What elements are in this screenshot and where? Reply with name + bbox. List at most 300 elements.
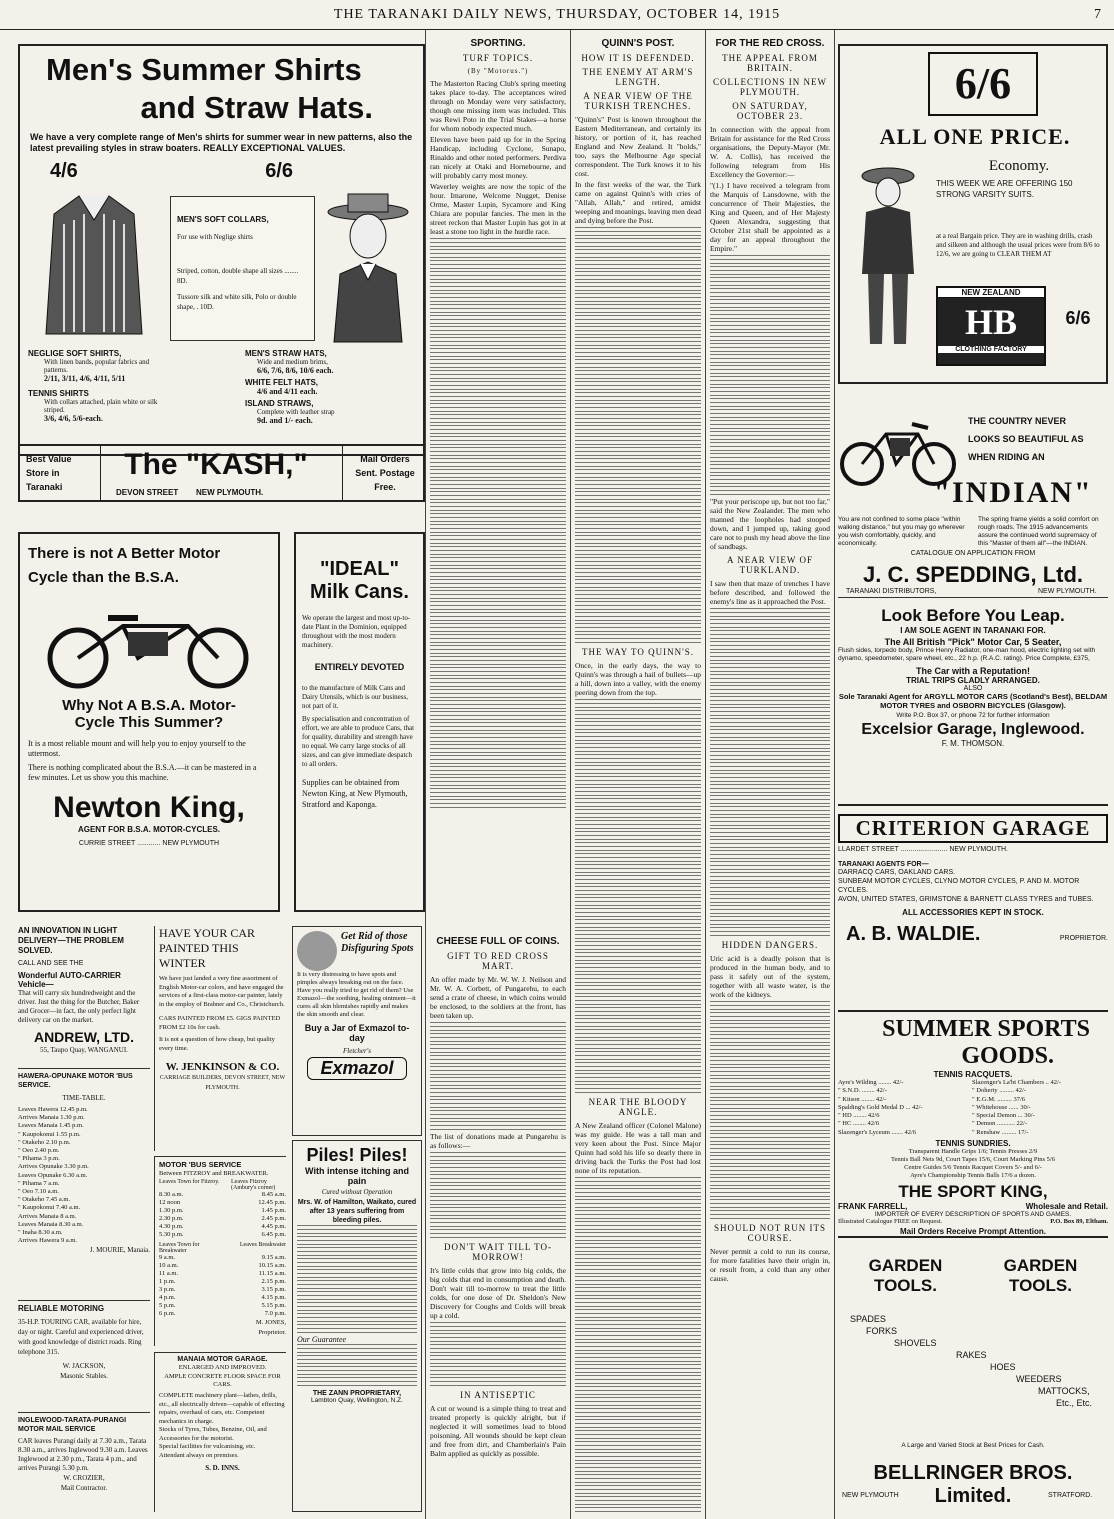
body-text-line (710, 905, 830, 914)
shirts-title-2: and Straw Hats. (140, 90, 373, 125)
body-text-line (575, 963, 701, 972)
body-text-line (430, 469, 566, 478)
body-text-line (575, 1353, 701, 1362)
body-text-line (430, 623, 566, 632)
quinns-head: QUINN'S POST. (601, 38, 675, 49)
sporting-para-3: Waverley weights are now the topic of the hour. Imarone, Welcome Nugget, Denise Orme, Master Lupin, Sycamore and King Chiara are popular fancies. The men in the street reckon that Master Lupin has got in at least a stone too light in the hurdle race. (430, 182, 566, 236)
cheese-body-text (430, 1152, 566, 1238)
body-text-line (575, 941, 701, 950)
leap-owner: F. M. THOMSON. (941, 739, 1005, 748)
body-text-line (575, 1232, 701, 1241)
column-rule (425, 30, 426, 1519)
body-text-line (430, 348, 566, 357)
body-text-line (710, 1100, 830, 1109)
body-text-line (575, 348, 701, 357)
body-text-line (710, 288, 830, 297)
body-text-line (575, 590, 701, 599)
table-row: 1.30 p.m. 1.45 p.m. (159, 1207, 286, 1214)
shirts-right-list (245, 349, 415, 425)
leap-desc: Flush sides, torpedo body, Prince Henry Radiator, one-man hood, electric lighting set with dynamo, speedometer, spare wheel, etc., 22 h.p. (R.A.C. rating). Price Complete, £375, (838, 647, 1096, 662)
body-text-line (710, 409, 830, 418)
body-text-line (575, 535, 701, 544)
ideal-ad (294, 532, 425, 912)
body-text-line (710, 729, 830, 738)
body-text-line (575, 754, 701, 763)
tools-title-1: GARDEN TOOLS. (868, 1256, 943, 1295)
sports-ad (838, 1010, 1108, 1238)
cheese-column (430, 936, 566, 1512)
body-text-line (710, 1122, 830, 1131)
column-rule (705, 30, 706, 1519)
sporting-head: SPORTING. (470, 38, 526, 49)
neglige-desc: With linen bands, popular fabrics and patterns. (44, 358, 150, 374)
body-text-line (575, 491, 701, 500)
body-text (297, 1302, 417, 1311)
shirts-title-1: Men's Summer Shirts (46, 52, 362, 87)
sports-mail: Mail Orders Receive Prompt Attention. (900, 1227, 1046, 1237)
indian-tag-1: THE COUNTRY NEVER (968, 416, 1067, 426)
andrew-ad (18, 926, 150, 1061)
body-text-line (710, 1111, 830, 1120)
bsa-brand: Newton King, (53, 791, 245, 824)
body-text-line (430, 733, 566, 742)
leap-reputation: The Car with a Reputation! (915, 666, 1030, 676)
body-text-line (575, 1408, 701, 1417)
body-text-line (575, 864, 701, 873)
body-text-line (575, 1320, 701, 1329)
collars-price-1: Striped, cotton, double shape all sizes ........ 8D. (177, 267, 299, 285)
redcross-body-text (710, 255, 830, 495)
sports-importer: IMPORTER OF EVERY DESCRIPTION OF SPORTS AND GAMES. (874, 1211, 1072, 1219)
body-text-line (575, 1430, 701, 1439)
sundries-2: Tennis Ball Nets 9d, Court Tapes 15/6, Court Marking Pins 5/6 (891, 1156, 1055, 1164)
bsa-para-2: There is nothing complicated about the B.S.A.—it can be mastered in a few minutes. Let us show you this machine. (28, 763, 257, 782)
body-text-line (575, 1073, 701, 1082)
body-text-line (575, 952, 701, 961)
fitzroy-sub: Between FITZROY and BREAKWATER. (159, 1170, 269, 1177)
body-text-line (575, 853, 701, 862)
tools-stock: A Large and Varied Stock at Best Prices for Cash. (901, 1442, 1045, 1449)
andrew-address: 55, Taupo Quay, WANGANUI. (40, 1046, 128, 1054)
manaia-sub2: AMPLE CONCRETE FLOOR SPACE FOR CARS. (164, 1373, 281, 1388)
body-text-line (575, 1309, 701, 1318)
body-text-line (575, 403, 701, 412)
body-text-line (430, 590, 566, 599)
body-text-line (710, 850, 830, 859)
body-text-line (430, 1229, 566, 1238)
body-text-line (710, 277, 830, 286)
manaia-title: MANAIA MOTOR GARAGE. (177, 1356, 268, 1363)
reliable-owner: W. JACKSON, (62, 1362, 106, 1370)
indian-place: NEW PLYMOUTH. (1038, 588, 1097, 595)
tools-title-2: GARDEN TOOLS. (1003, 1256, 1078, 1295)
body-text-line (710, 883, 830, 892)
body-text-line (710, 1155, 830, 1164)
table-row: 5.30 p.m. 6.45 p.m. (159, 1231, 286, 1238)
hb-price: 6/6 (928, 52, 1038, 116)
fitzroy-owner: M. JONES, (255, 1319, 286, 1326)
way-head: THE WAY TO QUINN'S. (582, 647, 694, 657)
painted-firm: W. JENKINSON & CO. (165, 1061, 280, 1073)
body-text-line (430, 634, 566, 643)
hb-logo-bottom: CLOTHING FACTORY (938, 346, 1044, 353)
body-text-line (710, 795, 830, 804)
body-text-line (710, 464, 830, 473)
exmazol-ad (292, 926, 422, 1136)
list-item: " Whitehouse ...... 30/- (972, 1103, 1031, 1111)
body-text-line (710, 707, 830, 716)
straw-prices: 6/6, 7/6, 8/6, 10/6 each. (257, 366, 334, 375)
body-text-line (575, 732, 701, 741)
quinns-sub-1: HOW IT IS DEFENDED. (581, 53, 695, 63)
body-text-line (710, 696, 830, 705)
body-text-line (575, 765, 701, 774)
suit-illustration (848, 154, 928, 354)
body-text-line (575, 1298, 701, 1307)
body-text-line (430, 777, 566, 786)
bsa-title-1: There is not A Better Motor (28, 545, 221, 562)
body-text-line (430, 1218, 566, 1227)
fitzroy-h3: Leaves Town for Breakwater (159, 1242, 200, 1254)
exmazol-para: It is very distressing to have spots and pimples always breaking out on the face. Have you really tried to get rid of them? Use Exmazol—the soothing, healing ointment—it cures all skin blemishes rapidly and makes the skin smooth and clear. (297, 971, 416, 1018)
masthead-title: THE TARANAKI DAILY NEWS, THURSDAY, OCTOBER 14, 1915 (333, 7, 781, 22)
timetable-row: " Otakeho 7.45 a.m. (18, 1196, 71, 1204)
island-prices: 9d. and 1/- each. (257, 416, 313, 425)
body-text-line (430, 238, 566, 247)
sports-king: THE SPORT KING, (898, 1182, 1048, 1202)
body-text-line (575, 1452, 701, 1461)
andrew-vehicle: Wonderful AUTO-CARRIER Vehicle— (18, 971, 121, 989)
body-text-line (575, 1507, 701, 1512)
body-text-line (430, 1377, 566, 1386)
hidden-head: HIDDEN DANGERS. (721, 940, 819, 950)
body-text-line (575, 1177, 701, 1186)
shirt-price-left: 4/6 (50, 160, 78, 182)
felt-title: WHITE FELT HATS, (245, 378, 319, 387)
timetable-row: " Otakeho 2.10 p.m. (18, 1138, 71, 1146)
fitzroy-bus-ad (154, 1156, 286, 1346)
quinns-sub-2: THE ENEMY AT ARM'S LENGTH. (582, 67, 694, 87)
painted-prices: CARS PAINTED FROM £5. GIGS PAINTED FROM £2 10s for cash. (159, 1015, 281, 1031)
kash-right: Mail Orders Sent. Postage Free. (355, 454, 415, 492)
masthead (0, 0, 1114, 30)
body-text-line (575, 458, 701, 467)
body-text-line (430, 1077, 566, 1086)
hb-economy: Economy. (988, 158, 1050, 174)
periscope-para: "Put your periscope up, but not too far," said the New Zealander. The men who manned the loopholes had stooped down, and I jumped up, taking good care not to push my head above the line of sandbags. (710, 497, 830, 551)
body-text-line (575, 1364, 701, 1373)
body-text-line (710, 299, 830, 308)
body-text-line (710, 784, 830, 793)
andrew-para: That will carry six hundredweight and the driver. Just the thing for the Butcher, Baker and Grocer—in fact, the only perfect light delivery car on the market. (18, 989, 140, 1024)
body-text-line (430, 755, 566, 764)
body-text-line (430, 491, 566, 500)
body-text-line (430, 513, 566, 522)
body-text-line (710, 1067, 830, 1076)
body-text-line (430, 579, 566, 588)
body-text-line (430, 1121, 566, 1130)
body-text-line (430, 766, 566, 775)
sporting-column (430, 38, 566, 930)
body-text-line (575, 919, 701, 928)
body-text (297, 1258, 417, 1267)
exmazol-maker: Fletcher's (343, 1047, 371, 1055)
quinns-para-3: Once, in the early days, the way to Quinn's was through a hail of bullets—up a hill, down into a valley, with the enemy peering down from the top. (575, 661, 701, 697)
body-text-line (575, 293, 701, 302)
leap-car: The All British "Pick" Motor Car, 5 Seater, (884, 637, 1062, 647)
body-text-line (575, 579, 701, 588)
rackets-right (972, 1079, 1108, 1137)
body-text-line (710, 641, 830, 650)
body-text-line (430, 557, 566, 566)
fitzroy-h2: Leaves Fitzroy (Ambury's corner) (231, 1179, 276, 1191)
ideal-para-3: to the manufacture of Milk Cans and Dairy Utensils, which is our business, not part of it. (302, 684, 408, 710)
body-text-line (575, 710, 701, 719)
body-text-line (430, 700, 566, 709)
fitzroy-role: Proprietor. (258, 1329, 286, 1336)
shirts-intro: We have a very complete range of Men's shirts for summer wear in new patterns, also the latest prevailing styles in straw boaters. REALLY EXCEPTIONAL VALUES. (30, 132, 413, 153)
body-text-line (430, 722, 566, 731)
sports-rackets: TENNIS RACQUETS. (933, 1070, 1013, 1079)
painted-sub: CARRIAGE BUILDERS, DEVON STREET, NEW PLYMOUTH. (159, 1075, 286, 1091)
neglige-title: NEGLIGE SOFT SHIRTS, (28, 349, 122, 358)
body-text-line (430, 480, 566, 489)
table-row: 9 a.m. 9.15 a.m. (159, 1254, 286, 1261)
body-text-line (430, 524, 566, 533)
body-text (297, 1377, 417, 1386)
ideal-title-2: Milk Cans. (310, 581, 409, 603)
body-text-line (430, 1066, 566, 1075)
body-text-line (575, 1397, 701, 1406)
painted-ad (154, 926, 286, 1151)
body-text-line (710, 1089, 830, 1098)
body-text-line (430, 1355, 566, 1364)
body-text-line (575, 414, 701, 423)
body-text-line (575, 634, 701, 643)
leap-sole: I AM SOLE AGENT IN TARANAKI FOR. (900, 626, 1046, 635)
page-number: 7 (1094, 7, 1102, 22)
tomorrow-head: DON'T WAIT TILL TO-MORROW! (443, 1242, 553, 1262)
list-item: Spalding's Gold Medal D ... 42/- (838, 1103, 923, 1111)
body-text-line (575, 601, 701, 610)
body-text-line (575, 1441, 701, 1450)
criterion-ad (838, 814, 1108, 1002)
list-item: " Kitson ........ 42/- (838, 1095, 887, 1103)
body-text-line (710, 674, 830, 683)
body-text-line (430, 447, 566, 456)
body-text-line (575, 546, 701, 555)
body-text-line (575, 787, 701, 796)
sports-title-1: SUMMER SPORTS (882, 1016, 1090, 1042)
body-text-line (575, 1199, 701, 1208)
leap-agent: Sole Taranaki Agent for ARGYLL MOTOR CARS (Scotland's Best), BELDAM MOTOR TYRES and OSBORN BICYCLES (Glasgow). (838, 692, 1108, 710)
straw-desc: Wide and medium brims, (257, 358, 328, 366)
kash-address: DEVON STREET NEW PLYMOUTH. (116, 488, 264, 497)
leap-write: Write P.O. Box 37, or phone 72 for further information (896, 712, 1050, 719)
hawera-timetable: TIME-TABLE. (62, 1094, 106, 1102)
timetable-row: Leaves Manaia 1.45 p.m. (18, 1122, 84, 1130)
straw-title: MEN'S STRAW HATS, (245, 349, 327, 358)
body-text-line (575, 1496, 701, 1505)
reliable-title: RELIABLE MOTORING (18, 1304, 105, 1313)
body-text-line (575, 875, 701, 884)
body-text-line (575, 1243, 701, 1252)
indian-tagline (968, 412, 1108, 466)
body-text-line (430, 678, 566, 687)
hb-offer: THIS WEEK WE ARE OFFERING 150 STRONG VARSITY SUITS. (936, 179, 1073, 199)
shirts-left-list (28, 349, 228, 423)
body-text-line (575, 1084, 701, 1093)
body-text-line (575, 1210, 701, 1219)
hawera-title: HAWERA-OPUNAKE MOTOR 'BUS SERVICE. (18, 1073, 133, 1089)
tennis-title: TENNIS SHIRTS (28, 389, 89, 398)
collars-price-2: Tussore silk and white silk, Polo or double shape, . 10D. (177, 293, 297, 311)
andrew-name: ANDREW, LTD. (33, 1029, 135, 1045)
body-text-line (430, 1033, 566, 1042)
manaia-para: COMPLETE machinery plant—lathes, drills, etc., all electrically driven—capable of effecting repairs, overhaul of cars, etc. Competent mechanics in charge. (159, 1392, 285, 1425)
body-text-line (430, 436, 566, 445)
body-text-line (430, 799, 566, 808)
tennis-prices: 3/6, 4/6, 5/6-each. (44, 414, 103, 423)
body-text-line (430, 1344, 566, 1353)
body-text-line (710, 608, 830, 617)
body-text-line (430, 304, 566, 313)
body-text-line (710, 1144, 830, 1153)
tomorrow-para: It's little colds that grow into big colds, the big colds that end in consumption and death. Don't wait till to-morrow to treat the little colds, for one dose of Dr. Sheldon's New Discovery for Coughs and Colds will break up a cold. (430, 1266, 566, 1320)
body-text-line (710, 442, 830, 451)
indian-catalogue: CATALOGUE ON APPLICATION FROM (910, 550, 1036, 557)
table-row: 1 p.m. 2.15 p.m. (159, 1278, 286, 1285)
should-head: SHOULD NOT RUN ITS COURSE. (713, 1223, 827, 1243)
body-text-line (710, 1133, 830, 1142)
body-text-line (575, 699, 701, 708)
criterion-agents: TARANAKI AGENTS FOR— (838, 861, 929, 868)
exmazol-title: Get Rid of those Disfiguring Spots (341, 931, 414, 954)
body-text-line (710, 630, 830, 639)
body-text-line (710, 1078, 830, 1087)
shirts-ad (18, 44, 425, 456)
tools-firm: BELLRINGER BROS. Limited. (873, 1462, 1073, 1507)
timetable-row: Leaves Hawera 12.45 p.m. (18, 1106, 88, 1113)
body-text-line (710, 619, 830, 628)
table-row: 3 p.m. 3.15 p.m. (159, 1286, 286, 1293)
body-text-line (430, 645, 566, 654)
body-text-line (575, 974, 701, 983)
sports-wholesale: Wholesale and Retail. (1025, 1202, 1108, 1212)
sundries-4: Ayre's Championship Tennis Balls 17/6 a dozen. (910, 1172, 1036, 1180)
body-text-line (430, 1333, 566, 1342)
quinns-sub-3: A NEAR VIEW OF THE TURKISH TRENCHES. (583, 91, 693, 111)
hb-desc: at a real Bargain price. They are in washing drills, crash and silkeen and although the usual prices were from 8/6 to 12/6, we are going to CLEAR THEM AT (936, 232, 1100, 258)
list-item: " Special Demon ... 30/- (972, 1112, 1035, 1120)
body-text-line (575, 1463, 701, 1472)
body-text-line (710, 266, 830, 275)
quinns-para-1: "Quinn's" Post is known throughout the Eastern Mediterranean, and certainly its history, or portion of it, has reached England and New Zealand. It "holds," too, says the Melbourne Age special correspondent. The Turk knows it to his cost. (575, 115, 701, 178)
exmazol-portrait (297, 931, 337, 971)
body-text-line (710, 927, 830, 936)
inglewood-ad (18, 1412, 150, 1512)
list-item: " HC ........ 42/6 (838, 1120, 880, 1128)
body-text-line (575, 337, 701, 346)
redcross-body-text (710, 608, 830, 936)
body-text-line (430, 656, 566, 665)
body-text-line (430, 1185, 566, 1194)
body-text-line (575, 1287, 701, 1296)
painted-title: HAVE YOUR CAR PAINTED THIS WINTER (159, 926, 256, 970)
body-text-line (710, 817, 830, 826)
criterion-line-4: ALL ACCESSORIES KEPT IN STOCK. (902, 908, 1044, 917)
body-text-line (575, 985, 701, 994)
body-text-line (710, 321, 830, 330)
indian-dealer: J. C. SPEDDING, Ltd. (862, 562, 1084, 587)
table-row: 10 a.m. 10.15 a.m. (159, 1262, 286, 1269)
body-text-line (575, 908, 701, 917)
body-text-line (430, 689, 566, 698)
body-text-line (575, 897, 701, 906)
inglewood-para: CAR leaves Purangi daily at 7.30 a.m., Tarata 8.30 a.m., arrives Inglewood 9.30 a.m. Leaves Inglewood at 2.30 p.m., Tarata 4 p.m., and arrives Purangi 5.30 p.m. (18, 1437, 148, 1472)
manaia-stocks: Stocks of Tyres, Tubes, Benzine, Oil, and Accessories for the motorist. (159, 1426, 267, 1442)
body-text-line (430, 326, 566, 335)
table-row: 12 noon 12.45 p.m. (159, 1199, 286, 1206)
bsa-question-2: Cycle This Summer? (74, 714, 224, 731)
hb-all-one-price: ALL ONE PRICE. (879, 124, 1071, 149)
body-text-line (575, 392, 701, 401)
body-text-line (430, 414, 566, 423)
tool-hoes: HOES (990, 1362, 1016, 1372)
neglige-prices: 2/11, 3/11, 4/6, 4/11, 5/11 (44, 374, 126, 383)
ideal-devoted: ENTIRELY DEVOTED (314, 662, 405, 672)
body-text-line (575, 743, 701, 752)
manaia-vulcanising: Special facilities for vulcanising, etc. (159, 1443, 256, 1450)
body-text-line (430, 711, 566, 720)
andrew-call: CALL AND SEE THE (18, 960, 84, 967)
tool-shovels: SHOVELS (894, 1338, 937, 1348)
body-text-line (575, 1018, 701, 1027)
table-row: 8.30 a.m. 8.45 a.m. (159, 1191, 286, 1198)
body-text-line (710, 1210, 830, 1219)
body-text-line (575, 1342, 701, 1351)
body-text-line (710, 354, 830, 363)
body-text-line (430, 744, 566, 753)
table-row: 4.30 p.m. 4.45 p.m. (159, 1223, 286, 1230)
andrew-head: AN INNOVATION IN LIGHT DELIVERY—THE PROBLEM SOLVED. (18, 926, 124, 955)
body-text-line (710, 806, 830, 815)
piles-sub: With intense itching and pain (305, 1166, 409, 1186)
body-text-line (710, 1034, 830, 1043)
list-item: " Renshaw ......... 17/- (972, 1128, 1029, 1136)
timetable-row: " Pihama 3 p.m. (18, 1155, 60, 1163)
body-text-line (575, 513, 701, 522)
body-text (297, 1355, 417, 1364)
body-text-line (710, 343, 830, 352)
body-text-line (575, 776, 701, 785)
cheese-body-text (430, 1022, 566, 1130)
manaia-sub: ENLARGED AND IMPROVED. (178, 1364, 267, 1371)
painted-para: We have just landed a very fine assortment of English Motor-car colors, and have engaged the services of a first-class motor-car painter, lately in the employ of Brabner and Co., Christchurch. (159, 975, 285, 1008)
hb-logo-mark: HB (964, 302, 1017, 342)
turkland-para: I saw then that maze of trenches I have before described, and followed the enemy's line as it approached the Post. (710, 579, 830, 606)
hawera-bus-ad (18, 1068, 150, 1298)
ideal-para-5: Supplies can be obtained from Newton King, at New Plymouth, Stratford and Kaponga. (302, 778, 408, 809)
bsa-address: CURRIE STREET ............ NEW PLYMOUTH (78, 840, 220, 847)
hb-ad (838, 44, 1108, 384)
timetable-row: Arrives Manaia 1.30 p.m. (18, 1114, 85, 1122)
tools-np: NEW PLYMOUTH (842, 1492, 899, 1499)
redcross-sub-1: THE APPEAL FROM BRITAIN. (722, 53, 818, 73)
tool-mattocks: MATTOCKS, (1038, 1386, 1090, 1396)
body-text-line (575, 557, 701, 566)
felt-prices: 4/6 and 4/11 each. (257, 387, 318, 396)
